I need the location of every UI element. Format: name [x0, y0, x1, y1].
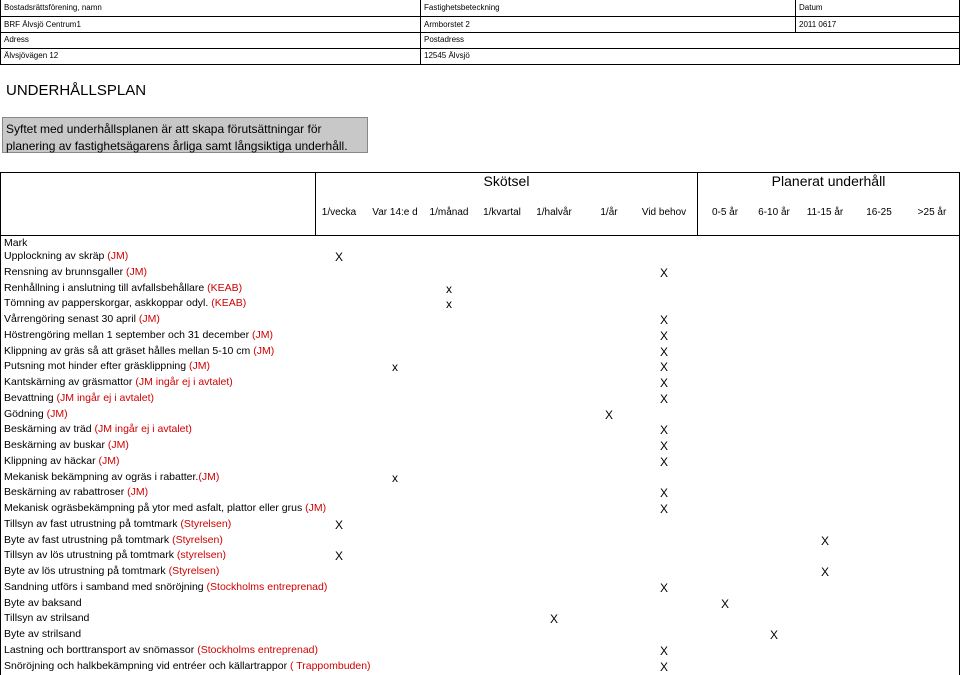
task-label	[4, 612, 89, 624]
task-text: Lastning och borttransport av snömassor	[4, 643, 195, 656]
task-text: Putsning mot hinder efter gräsklippning	[4, 360, 187, 373]
task-text: Kantskärning av gräsmattor	[4, 376, 133, 388]
task-text: Renhållning i anslutning till avfallsbehållare	[4, 281, 205, 294]
column-header: 1/kvartal	[483, 207, 521, 218]
schedule-mark: X	[334, 250, 344, 264]
table-row	[0, 312, 960, 328]
schedule-mark: x	[392, 360, 398, 375]
schedule-mark: X	[659, 391, 669, 406]
responsible-text: (JM)	[302, 502, 327, 514]
table-row	[0, 611, 960, 627]
column-header: 6-10 år	[758, 207, 790, 218]
table-row	[0, 407, 960, 423]
schedule-mark: X	[659, 423, 669, 438]
task-label	[4, 455, 120, 467]
task-label	[4, 313, 160, 325]
group-planned-heading: Planerat underhåll	[771, 173, 886, 189]
task-text: Gödning	[4, 407, 44, 420]
table-row	[0, 454, 960, 470]
table-row	[0, 296, 960, 312]
column-header: 1/halvår	[536, 207, 572, 218]
task-text: Tömning av papperskorgar, askkoppar odyl.	[4, 297, 209, 310]
task-label	[4, 439, 129, 451]
column-header: Var 14:e d	[372, 207, 418, 218]
column-header: 16-25	[866, 207, 892, 218]
task-label	[4, 534, 223, 546]
task-text: Bevattning	[4, 391, 54, 404]
task-label	[4, 502, 326, 514]
table-row	[0, 533, 960, 549]
assoc-label: Bostadsrättsförening, namn	[4, 3, 102, 12]
property-value: Armborstet 2	[424, 20, 470, 29]
postal-label: Postadress	[424, 35, 465, 44]
task-label	[4, 423, 192, 435]
responsible-text: (JM ingår ej i avtalet)	[132, 376, 233, 388]
task-label	[4, 486, 148, 498]
schedule-mark: X	[659, 454, 669, 469]
schedule-mark: X	[820, 565, 830, 579]
schedule-mark: X	[659, 439, 669, 453]
task-text: Beskärning av buskar	[4, 439, 105, 451]
schedule-mark: X	[659, 502, 669, 516]
schedule-mark: X	[334, 549, 344, 564]
responsible-text: (Stockholms entreprenad)	[203, 580, 328, 593]
task-label	[4, 471, 219, 483]
task-label	[4, 581, 327, 593]
table-row	[0, 580, 960, 596]
column-header: Vid behov	[641, 207, 687, 218]
task-text: Klippning av häckar	[4, 454, 96, 467]
table-row	[0, 548, 960, 564]
task-text: Byte av strilsand	[4, 628, 82, 640]
responsible-text: (Styrelsen)	[169, 533, 223, 546]
task-text: Tillsyn av fast utrustning på tomtmark	[4, 517, 178, 530]
task-label	[4, 266, 147, 278]
task-label	[4, 628, 81, 640]
page-title: UNDERHÅLLSPLAN	[6, 82, 147, 99]
task-label	[4, 597, 82, 609]
column-header: >25 år	[917, 207, 947, 218]
schedule-mark: X	[720, 596, 730, 611]
responsible-text: (JM)	[198, 470, 220, 483]
task-text: Byte av fast utrustning på tomtmark	[4, 533, 170, 546]
table-row	[0, 485, 960, 501]
task-label	[4, 360, 210, 372]
schedule-mark: X	[659, 265, 669, 280]
task-text: Tillsyn av lös utrustning på tomtmark	[4, 549, 175, 562]
task-text: Snöröjning och halkbekämpning vid entréer och källartrappor	[4, 659, 288, 672]
task-label	[4, 408, 68, 420]
responsible-text: (JM)	[249, 328, 274, 341]
task-label	[4, 376, 233, 388]
property-label: Fastighetsbeteckning	[424, 3, 500, 12]
task-text: Rensning av brunnsgaller	[4, 265, 124, 278]
task-label	[4, 282, 242, 294]
schedule-mark: X	[659, 360, 669, 375]
schedule-mark: X	[659, 344, 669, 359]
task-text: Upplockning av skräp	[4, 250, 105, 262]
table-row	[0, 265, 960, 281]
column-header: 1/år	[600, 207, 618, 218]
schedule-mark: X	[334, 517, 344, 532]
responsible-text: (JM ingår ej i avtalet)	[91, 423, 192, 436]
table-row	[0, 375, 960, 391]
task-label	[4, 297, 246, 309]
table-row	[0, 627, 960, 643]
task-label	[4, 392, 154, 404]
task-text: Byte av baksand	[4, 596, 82, 609]
schedule-mark: X	[659, 659, 669, 674]
table-row	[0, 564, 960, 580]
column-header: 1/månad	[429, 207, 469, 218]
table-row	[0, 359, 960, 375]
group-care-heading: Skötsel	[483, 173, 530, 189]
schedule-mark: X	[549, 612, 559, 627]
task-label	[4, 250, 128, 262]
table-row	[0, 470, 960, 486]
schedule-mark: X	[659, 313, 669, 327]
task-text: Mekanisk bekämpning av ogräs i rabatter.	[4, 470, 199, 483]
table-row	[0, 249, 960, 265]
task-label	[4, 345, 274, 357]
schedule-mark: x	[446, 281, 452, 296]
task-text: Vårrengöring senast 30 april	[4, 313, 136, 325]
table-row	[0, 659, 960, 675]
task-text: Sandning utförs i samband med snöröjning	[4, 580, 204, 593]
postal-value: 12545 Älvsjö	[424, 51, 470, 60]
responsible-text: (Styrelsen)	[165, 565, 220, 577]
responsible-text: (JM)	[43, 407, 68, 420]
schedule-mark: X	[659, 328, 669, 343]
task-label	[4, 644, 318, 656]
table-row	[0, 281, 960, 297]
responsible-text: (Stockholms entreprenad)	[194, 643, 319, 656]
task-text: Beskärning av träd	[4, 423, 92, 436]
responsible-text: (JM)	[124, 486, 149, 499]
table-row	[0, 438, 960, 454]
responsible-text: (styrelsen)	[174, 549, 226, 562]
table-row	[0, 344, 960, 360]
section-heading-mark: Mark	[4, 237, 28, 249]
task-label	[4, 660, 371, 672]
responsible-text: (JM)	[95, 454, 120, 467]
table-row	[0, 643, 960, 659]
responsible-text: (KEAB)	[208, 297, 247, 310]
responsible-text: (JM ingår ej i avtalet)	[53, 391, 154, 404]
schedule-mark: X	[659, 376, 669, 390]
schedule-mark: X	[659, 486, 669, 501]
table-row	[0, 596, 960, 612]
column-header: 0-5 år	[711, 207, 739, 218]
purpose-box	[2, 117, 368, 153]
schedule-mark: X	[659, 643, 669, 658]
task-label	[4, 329, 273, 341]
task-text: Höstrengöring mellan 1 september och 31 december	[4, 328, 250, 341]
schedule-mark: x	[392, 470, 398, 485]
address-label: Adress	[4, 35, 29, 44]
task-label	[4, 549, 226, 561]
table-row	[0, 328, 960, 344]
table-row	[0, 517, 960, 533]
purpose-line-2: planering av fastighetsägarens årliga samt långsiktiga underhåll.	[6, 139, 348, 153]
column-header: 1/vecka	[321, 207, 357, 218]
schedule-mark: X	[769, 628, 779, 642]
responsible-text: (JM)	[104, 439, 129, 451]
responsible-text: (Styrelsen)	[177, 517, 232, 530]
responsible-text: (JM)	[250, 344, 275, 357]
table-row	[0, 391, 960, 407]
responsible-text: (KEAB)	[204, 281, 243, 294]
task-text: Klippning av gräs så att gräset hålles mellan 5-10 cm	[4, 344, 251, 357]
schedule-mark: x	[446, 297, 452, 312]
date-label: Datum	[799, 3, 823, 12]
address-value: Älvsjövägen 12	[4, 51, 59, 60]
responsible-text: ( Trappombuden)	[287, 659, 371, 672]
responsible-text: (JM)	[123, 265, 147, 278]
schedule-mark: X	[659, 580, 669, 595]
task-text: Tillsyn av strilsand	[4, 612, 90, 625]
schedule-mark: X	[604, 407, 614, 422]
responsible-text: (JM)	[186, 360, 211, 373]
responsible-text: (JM)	[104, 250, 129, 262]
task-text: Byte av lös utrustning på tomtmark	[4, 565, 166, 577]
task-label	[4, 518, 231, 530]
task-label	[4, 565, 219, 577]
task-text: Beskärning av rabattroser	[4, 486, 125, 499]
date-value: 2011 0617	[799, 20, 837, 29]
column-header: 11-15 år	[806, 207, 844, 218]
schedule-mark: X	[820, 533, 830, 548]
table-row	[0, 501, 960, 517]
table-row	[0, 422, 960, 438]
responsible-text: (JM)	[135, 313, 160, 325]
purpose-line-1: Syftet med underhållsplanen är att skapa förutsättningar för	[6, 122, 322, 136]
assoc-value: BRF Älvsjö Centrum1	[4, 20, 81, 29]
task-text: Mekanisk ogräsbekämpning på ytor med asfalt, plattor eller grus	[4, 502, 303, 514]
